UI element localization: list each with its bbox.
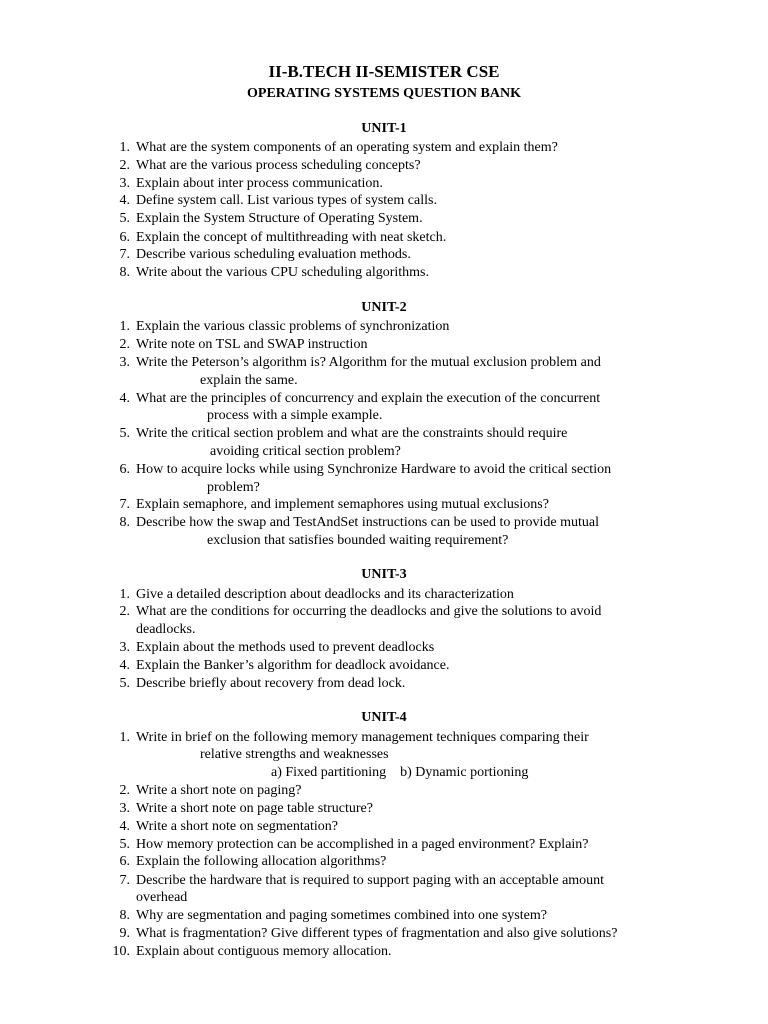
question-text: Write in brief on the following memory management techniques comparing their [136, 730, 589, 745]
question-number: 2. [119, 158, 130, 173]
question-text-continuation: problem? [207, 480, 260, 495]
question-text: Write note on TSL and SWAP instruction [136, 337, 368, 352]
question-text-continuation: overhead [136, 890, 188, 905]
question-text-continuation: exclusion that satisfies bounded waiting requirement? [207, 533, 509, 548]
question-text: Define system call. List various types of system calls. [136, 193, 437, 208]
question-number: 2. [119, 337, 130, 352]
document-title: II-B.TECH II-SEMISTER CSE [268, 62, 500, 81]
question-text: Write a short note on segmentation? [136, 819, 338, 834]
question-number: 1. [119, 730, 130, 745]
question-number: 8. [119, 908, 130, 923]
question-text: Explain about inter process communication. [136, 176, 383, 191]
question-text: Explain the various classic problems of synchronization [136, 319, 450, 334]
question-text: Write a short note on page table structure? [136, 801, 373, 816]
question-number: 1. [119, 319, 130, 334]
question-number: 6. [119, 462, 130, 477]
question-text: Describe briefly about recovery from dead lock. [136, 676, 406, 691]
unit-heading: UNIT-3 [361, 567, 407, 582]
option-a: a) Fixed partitioning [271, 765, 387, 780]
question-text: Explain the System Structure of Operating System. [136, 211, 423, 226]
question-number: 4. [119, 658, 130, 673]
question-text: Explain the following allocation algorithms? [136, 854, 387, 869]
question-text: Write the Peterson’s algorithm is? Algorithm for the mutual exclusion problem and [136, 355, 601, 370]
question-text: Write the critical section problem and what are the constraints should require [136, 426, 568, 441]
question-number: 7. [119, 247, 130, 262]
question-number: 8. [119, 515, 130, 530]
question-text: Why are segmentation and paging sometimes combined into one system? [136, 908, 547, 923]
question-number: 5. [119, 211, 130, 226]
question-text: What are the principles of concurrency and explain the execution of the concurrent [136, 391, 601, 406]
question-text: Explain about contiguous memory allocation. [136, 944, 392, 959]
question-text: Describe the hardware that is required to support paging with an acceptable amount [136, 873, 605, 888]
question-text: How memory protection can be accomplished in a paged environment? Explain? [136, 837, 589, 852]
question-text: Give a detailed description about deadlocks and its characterization [136, 587, 514, 602]
question-text: What are the system components of an operating system and explain them? [136, 140, 558, 155]
question-number: 3. [119, 640, 130, 655]
question-text: What is fragmentation? Give different types of fragmentation and also give solutions? [136, 926, 618, 941]
question-text-continuation: deadlocks. [136, 622, 196, 637]
question-number: 5. [119, 837, 130, 852]
question-text-continuation: explain the same. [200, 373, 298, 388]
question-text-continuation: avoiding critical section problem? [210, 444, 401, 459]
question-number: 5. [119, 676, 130, 691]
question-text: Write a short note on paging? [136, 783, 302, 798]
document-subtitle: OPERATING SYSTEMS QUESTION BANK [247, 86, 521, 101]
unit-heading: UNIT-4 [361, 710, 407, 725]
question-text: Explain the Banker’s algorithm for deadlock avoidance. [136, 658, 450, 673]
question-number: 5. [119, 426, 130, 441]
question-number: 6. [119, 230, 130, 245]
option-b: b) Dynamic portioning [400, 765, 529, 780]
question-number: 6. [119, 854, 130, 869]
question-options-row [271, 764, 528, 781]
question-number: 7. [119, 873, 130, 888]
question-text-continuation: process with a simple example. [207, 408, 383, 423]
question-number: 4. [119, 391, 130, 406]
question-number: 1. [119, 587, 130, 602]
question-number: 2. [119, 604, 130, 619]
question-text: How to acquire locks while using Synchronize Hardware to avoid the critical section [136, 462, 612, 477]
question-number: 8. [119, 265, 130, 280]
question-number: 4. [119, 193, 130, 208]
question-number: 3. [119, 176, 130, 191]
question-number: 9. [119, 926, 130, 941]
question-text: Explain the concept of multithreading with neat sketch. [136, 230, 447, 245]
unit-heading: UNIT-1 [361, 121, 407, 136]
question-text: What are the various process scheduling concepts? [136, 158, 421, 173]
question-number: 2. [119, 783, 130, 798]
question-text: Describe various scheduling evaluation methods. [136, 247, 411, 262]
question-text: Write about the various CPU scheduling algorithms. [136, 265, 430, 280]
question-number: 10. [112, 944, 130, 959]
question-text-continuation: relative strengths and weaknesses [200, 747, 389, 762]
question-text: Explain about the methods used to prevent deadlocks [136, 640, 435, 655]
question-text: What are the conditions for occurring the deadlocks and give the solutions to avoid [136, 604, 602, 619]
unit-heading: UNIT-2 [361, 300, 407, 315]
question-number: 3. [119, 801, 130, 816]
question-text: Explain semaphore, and implement semaphores using mutual exclusions? [136, 497, 549, 512]
question-number: 4. [119, 819, 130, 834]
question-number: 7. [119, 497, 130, 512]
question-number: 1. [119, 140, 130, 155]
question-number: 3. [119, 355, 130, 370]
question-text: Describe how the swap and TestAndSet instructions can be used to provide mutual [136, 515, 599, 530]
